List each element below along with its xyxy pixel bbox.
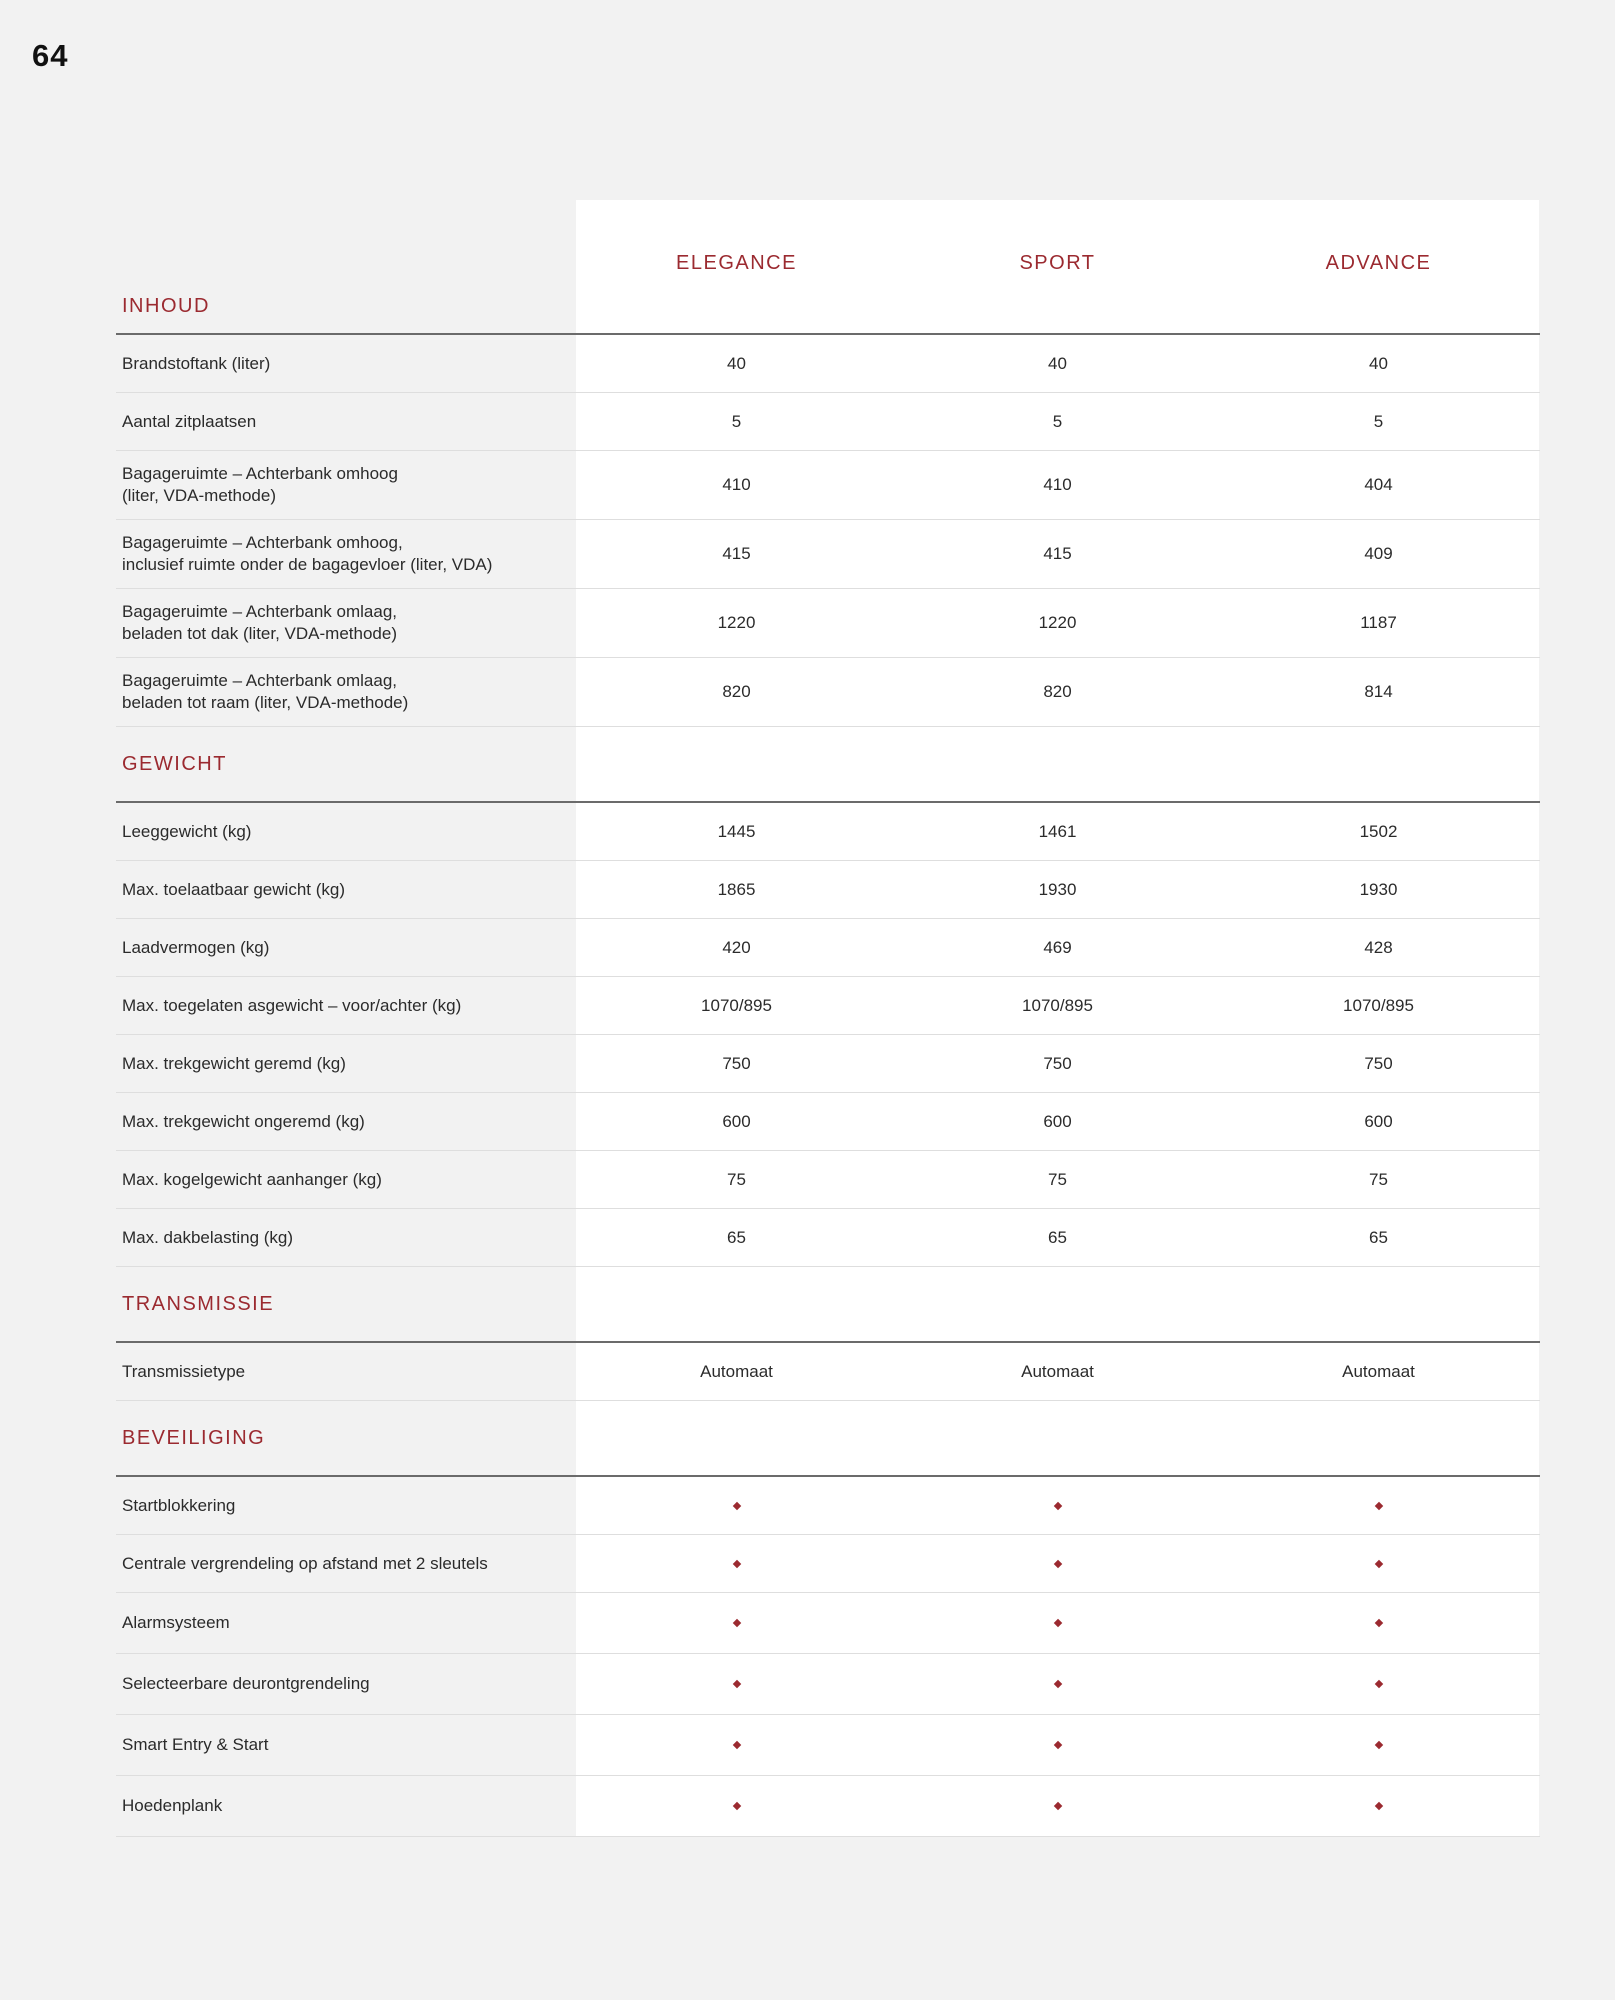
standard-diamond-icon: [1374, 1680, 1382, 1688]
row-label: Brandstoftank (liter): [122, 353, 271, 373]
value-cell-elegance: 1445: [717, 821, 756, 841]
row-label: Hoedenplank: [122, 1796, 223, 1815]
value-cell-advance: [1218, 1715, 1539, 1775]
value-cell-advance: 40: [1369, 353, 1388, 373]
value-cell-elegance: 1865: [717, 879, 756, 899]
row-label: Bagageruimte – Achterbank omlaag, beladen tot dak (liter, VDA-methode): [122, 602, 398, 643]
standard-diamond-icon: [1053, 1619, 1061, 1627]
value-cell-sport: 415: [1043, 544, 1072, 563]
row-label: Max. trekgewicht geremd (kg): [122, 1053, 346, 1073]
value-cell-advance: 75: [1369, 1169, 1388, 1189]
value-cell-elegance: 750: [722, 1053, 751, 1073]
row-label: Centrale vergrendeling op afstand met 2 sleutels: [122, 1553, 488, 1573]
spec-table: [116, 200, 1540, 1837]
standard-diamond-icon: [732, 1741, 740, 1749]
value-cell-elegance: 65: [727, 1227, 746, 1247]
column-header-advance: ADVANCE: [1325, 252, 1432, 274]
value-cell-elegance: 5: [731, 411, 742, 431]
section-header-transmissie: [116, 1267, 1540, 1343]
standard-diamond-icon: [1374, 1619, 1382, 1627]
standard-diamond-icon: [732, 1619, 740, 1627]
standard-diamond-icon: [732, 1501, 740, 1509]
value-cell-sport: 75: [1048, 1169, 1067, 1189]
row-label: Selecteerbare deurontgrendeling: [122, 1674, 370, 1693]
standard-diamond-icon: [1053, 1802, 1061, 1810]
standard-diamond-icon: [1053, 1680, 1061, 1688]
value-cell-advance: Automaat: [1342, 1361, 1415, 1381]
table-row: [116, 1209, 1540, 1267]
section-header-inhoud: [116, 200, 1540, 335]
row-label: Laadvermogen (kg): [122, 937, 270, 957]
value-cell-advance: 814: [1364, 682, 1393, 701]
table-row: [116, 1477, 1540, 1535]
value-cell-advance: 409: [1364, 544, 1393, 563]
value-cell-advance: 750: [1364, 1053, 1393, 1073]
table-row: [116, 919, 1540, 977]
value-cell-advance: 404: [1364, 475, 1393, 494]
row-label: Startblokkering: [122, 1495, 236, 1515]
table-row: [116, 589, 1540, 658]
value-cell-advance: [1218, 1477, 1539, 1534]
row-label: Max. trekgewicht ongeremd (kg): [122, 1111, 365, 1131]
value-cell-advance: 600: [1364, 1111, 1393, 1131]
standard-diamond-icon: [1374, 1501, 1382, 1509]
value-cell-sport: [897, 1477, 1218, 1534]
value-cell-elegance: [576, 1477, 897, 1534]
value-cell-sport: [897, 1715, 1218, 1775]
value-cell-advance: 1930: [1359, 879, 1398, 899]
value-cell-elegance: 1220: [717, 613, 756, 632]
value-cell-advance: [1218, 1654, 1539, 1714]
value-cell-advance: [1218, 1535, 1539, 1592]
value-cell-elegance: 75: [727, 1169, 746, 1189]
value-cell-sport: [897, 1535, 1218, 1592]
page-number: 64: [32, 38, 69, 73]
row-label: Leeggewicht (kg): [122, 821, 252, 841]
standard-diamond-icon: [732, 1559, 740, 1567]
standard-diamond-icon: [1053, 1501, 1061, 1509]
value-cell-elegance: 1070/895: [701, 995, 772, 1015]
value-cell-elegance: 415: [722, 544, 751, 563]
table-row: [116, 977, 1540, 1035]
value-cell-advance: 1187: [1360, 613, 1397, 632]
value-cell-elegance: [576, 1776, 897, 1836]
value-cell-sport: 750: [1043, 1053, 1072, 1073]
table-row: [116, 1776, 1540, 1837]
table-row: [116, 1035, 1540, 1093]
row-label: Max. toelaatbaar gewicht (kg): [122, 879, 345, 899]
value-cell-sport: [897, 1593, 1218, 1653]
row-label: Max. dakbelasting (kg): [122, 1227, 294, 1247]
standard-diamond-icon: [1053, 1741, 1061, 1749]
section-title: GEWICHT: [122, 753, 227, 775]
table-row: [116, 658, 1540, 727]
value-cell-sport: 410: [1043, 475, 1072, 494]
standard-diamond-icon: [732, 1802, 740, 1810]
row-label: Bagageruimte – Achterbank omlaag, beladen tot raam (liter, VDA-methode): [122, 671, 409, 712]
value-cell-elegance: 420: [722, 937, 751, 957]
standard-diamond-icon: [1374, 1741, 1382, 1749]
value-cell-advance: [1218, 1593, 1539, 1653]
value-cell-advance: [1218, 1776, 1539, 1836]
row-label: Transmissietype: [122, 1361, 246, 1381]
value-cell-sport: 1461: [1038, 821, 1077, 841]
value-cell-sport: 469: [1043, 937, 1072, 957]
value-cell-advance: 5: [1373, 411, 1384, 431]
value-cell-sport: [897, 1654, 1218, 1714]
value-cell-elegance: [576, 1535, 897, 1592]
value-cell-elegance: 600: [722, 1111, 751, 1131]
value-cell-sport: Automaat: [1021, 1361, 1094, 1381]
table-row: [116, 393, 1540, 451]
value-cell-sport: 600: [1043, 1111, 1072, 1131]
table-row: [116, 520, 1540, 589]
section-header-beveiliging: [116, 1401, 1540, 1477]
standard-diamond-icon: [1374, 1802, 1382, 1810]
value-cell-elegance: Automaat: [700, 1361, 773, 1381]
value-cell-sport: 820: [1043, 682, 1072, 701]
table-row: [116, 1535, 1540, 1593]
row-label: Alarmsysteem: [122, 1613, 230, 1632]
section-title: BEVEILIGING: [122, 1427, 266, 1449]
value-cell-elegance: [576, 1593, 897, 1653]
table-row: [116, 1093, 1540, 1151]
value-cell-elegance: [576, 1654, 897, 1714]
row-label: Max. toegelaten asgewicht – voor/achter (kg): [122, 995, 462, 1015]
table-row: [116, 861, 1540, 919]
standard-diamond-icon: [1374, 1559, 1382, 1567]
table-row: [116, 451, 1540, 520]
value-cell-advance: 1070/895: [1343, 995, 1414, 1015]
value-cell-sport: 40: [1048, 353, 1067, 373]
value-cell-sport: 1220: [1038, 613, 1077, 632]
standard-diamond-icon: [732, 1680, 740, 1688]
value-cell-advance: 428: [1364, 937, 1393, 957]
value-cell-sport: [897, 1776, 1218, 1836]
row-label: Bagageruimte – Achterbank omhoog (liter, VDA-methode): [122, 464, 398, 505]
value-cell-sport: 1930: [1038, 879, 1077, 899]
table-row: [116, 1343, 1540, 1401]
value-cell-sport: 65: [1048, 1227, 1067, 1247]
value-cell-sport: 1070/895: [1022, 995, 1093, 1015]
table-row: [116, 335, 1540, 393]
row-label: Aantal zitplaatsen: [122, 411, 257, 431]
value-cell-advance: 1502: [1359, 821, 1398, 841]
row-label: Smart Entry & Start: [122, 1735, 269, 1754]
value-cell-elegance: 820: [722, 682, 751, 701]
value-cell-sport: 5: [1052, 411, 1063, 431]
section-title: TRANSMISSIE: [122, 1293, 275, 1315]
value-cell-elegance: [576, 1715, 897, 1775]
value-cell-advance: 65: [1369, 1227, 1388, 1247]
value-cell-elegance: 40: [727, 353, 746, 373]
row-label: Bagageruimte – Achterbank omhoog, inclusief ruimte onder de bagagevloer (liter, VDA): [122, 533, 493, 574]
table-row: [116, 1715, 1540, 1776]
table-row: [116, 1654, 1540, 1715]
section-header-gewicht: [116, 727, 1540, 803]
table-row: [116, 803, 1540, 861]
standard-diamond-icon: [1053, 1559, 1061, 1567]
table-row: [116, 1151, 1540, 1209]
value-cell-elegance: 410: [722, 475, 751, 494]
column-header-elegance: ELEGANCE: [676, 252, 797, 274]
section-title: INHOUD: [122, 295, 210, 317]
row-label: Max. kogelgewicht aanhanger (kg): [122, 1169, 382, 1189]
table-row: [116, 1593, 1540, 1654]
column-header-sport: SPORT: [1019, 252, 1096, 274]
